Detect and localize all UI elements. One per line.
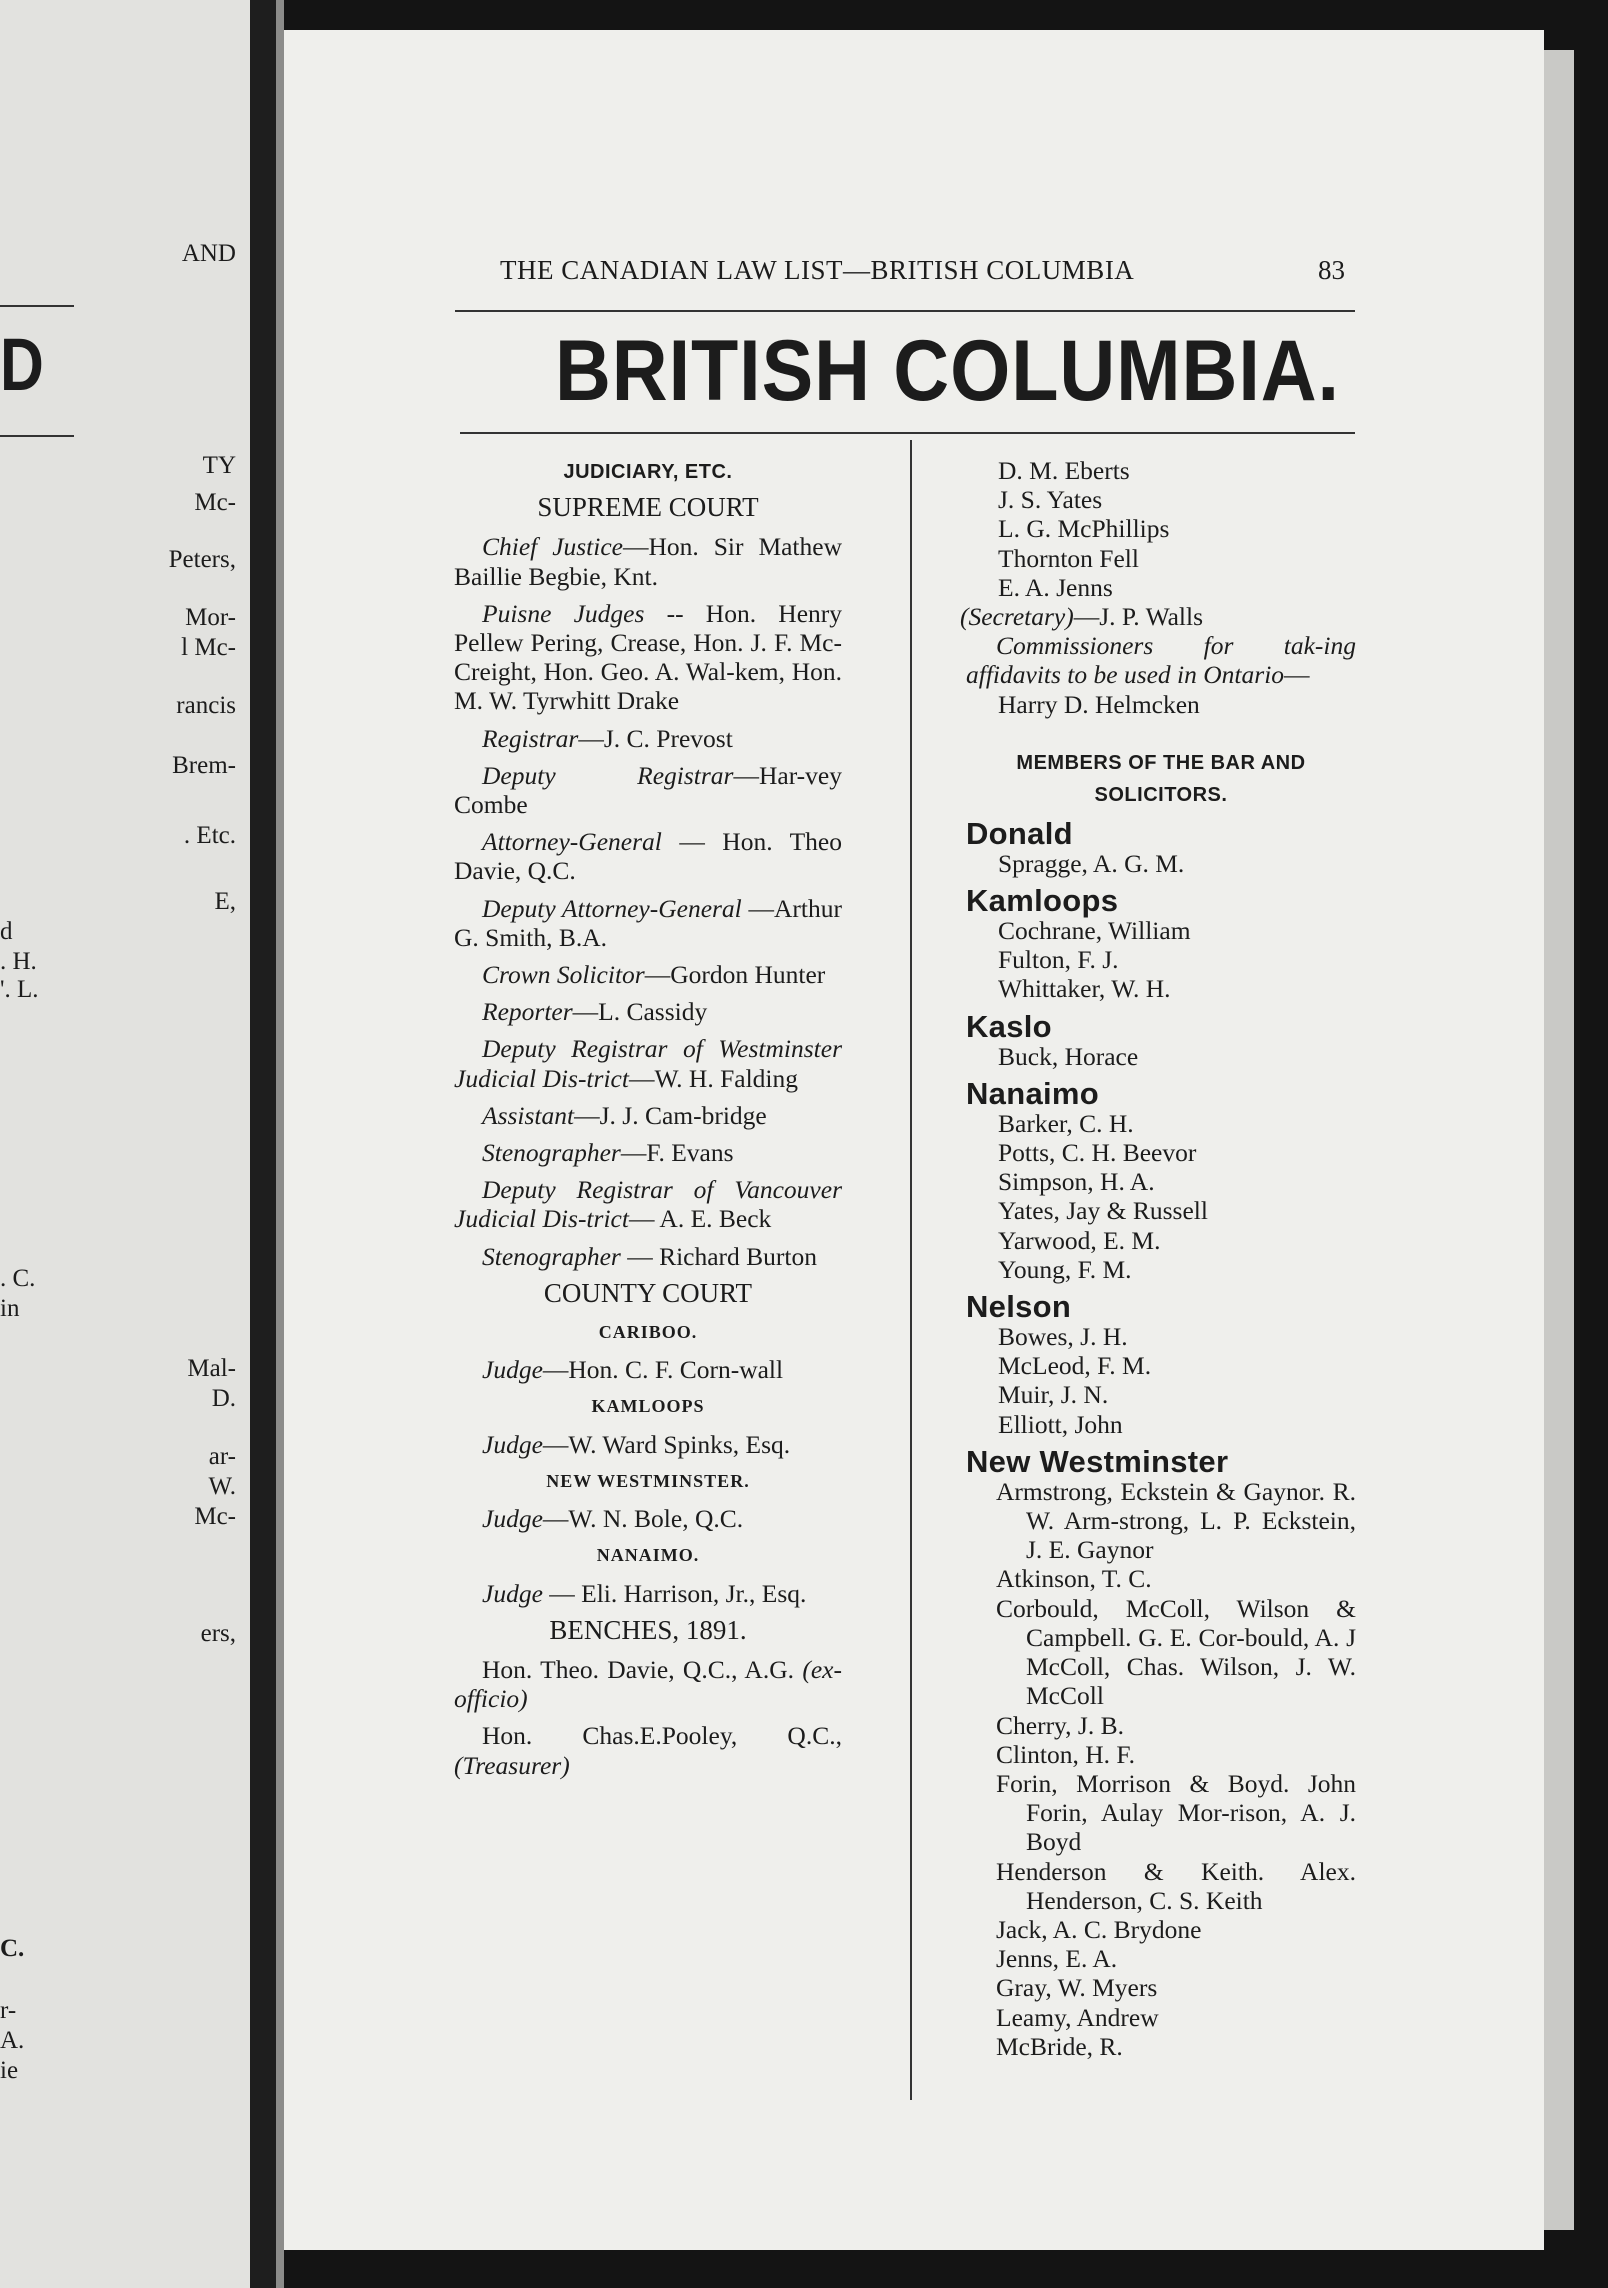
member-name: Yates, Jay & Russell <box>998 1196 1208 1226</box>
secretary-entry <box>960 602 1356 631</box>
bencher-name: E. A. Jenns <box>998 572 1113 602</box>
fragment-text: ie <box>0 2057 19 2084</box>
entry-label: Stenographer <box>482 1138 621 1168</box>
member-name: Muir, J. N. <box>998 1380 1109 1410</box>
district-name: NEW WESTMINSTER. <box>546 1470 750 1491</box>
member-name: Leamy, Andrew <box>996 2002 1159 2032</box>
member-name: Bowes, J. H. <box>998 1322 1128 1352</box>
district-name: NANAIMO. <box>596 1545 700 1566</box>
entry-label: Deputy Registrar of Westminster Judicial Dis-trict <box>454 1034 842 1093</box>
member-name: Potts, C. H. Beevor <box>998 1138 1197 1168</box>
commissioners-entry <box>966 631 1356 689</box>
entry-text: —F. Evans <box>620 1138 734 1168</box>
judiciary-entry <box>454 599 842 716</box>
member-name: Barker, C. H. <box>998 1108 1134 1138</box>
entry-text: —Hon. Sir Mathew Baillie Begbie, Knt. <box>454 532 843 591</box>
member-name: Spragge, A. G. M. <box>998 848 1185 878</box>
member-name: Whittaker, W. H. <box>998 974 1171 1004</box>
member-name: Henderson & Keith. Alex. Henderson, C. S. Keith <box>996 1856 1356 1915</box>
member-name: Clinton, H. F. <box>996 1739 1135 1769</box>
court-heading: COUNTY COURT <box>543 1277 753 1308</box>
judiciary-entry <box>454 724 842 753</box>
page-title: BRITISH COLUMBIA. <box>555 323 1340 419</box>
bencher-entry <box>454 1655 842 1713</box>
fragment-text: Peters, <box>168 546 236 573</box>
member-name: Cochrane, William <box>998 916 1191 946</box>
entry-label: Judge <box>482 1355 543 1385</box>
entry-label: Deputy Attorney-General <box>482 893 742 923</box>
town-heading: Kaslo <box>966 1008 1052 1044</box>
entry-label: (Secretary) <box>960 602 1074 632</box>
fragment-text: . C. <box>0 1265 36 1292</box>
bencher-note: (ex-officio) <box>454 1654 842 1714</box>
bencher-entry <box>454 1721 842 1779</box>
fragment-text: W. <box>208 1473 236 1500</box>
entry-label: Commissioners for tak-ing affidavits to be used in Ontario <box>966 631 1356 690</box>
member-name: Armstrong, Eckstein & Gaynor. R. W. Arm-strong, L. P. Eckstein, J. E. Gaynor <box>996 1476 1356 1565</box>
book-gutter-shadow <box>276 0 284 2288</box>
court-heading: SUPREME COURT <box>537 492 759 523</box>
fragment-text: '. L. <box>0 976 39 1003</box>
fragment-text: Brem- <box>172 752 236 779</box>
entry-text: —W. H. Falding <box>628 1063 798 1093</box>
town-heading: Donald <box>966 815 1073 851</box>
fragment-text: . Etc. <box>183 822 236 849</box>
entry-label: Assistant <box>482 1100 575 1130</box>
entry-label: Deputy Registrar of Vancouver Judicial Dis-trict <box>454 1175 842 1234</box>
bencher-name: Hon. Chas.E.Pooley, Q.C., <box>482 1721 842 1751</box>
member-name: McLeod, F. M. <box>998 1351 1152 1381</box>
fragment-text: AND <box>181 240 236 267</box>
column-divider <box>910 440 912 2100</box>
judiciary-entry <box>454 1175 842 1233</box>
fragment-text: . H. <box>0 948 37 975</box>
judiciary-entry <box>454 532 842 590</box>
judiciary-entry <box>454 1242 842 1271</box>
entry-text: — A. E. Beck <box>628 1204 772 1234</box>
fragment-text: ar- <box>208 1443 236 1470</box>
fragment-heading: D <box>0 323 44 406</box>
entry-text: -- Hon. Henry Pellew Pering, Crease, Hon. J. F. Mc-Creight, Hon. Geo. A. Wal-kem, Hon. M. W. Tyrwhitt Drake <box>454 598 843 716</box>
judiciary-entry <box>454 761 842 819</box>
member-name: McBride, R. <box>996 2031 1123 2061</box>
judiciary-entry <box>454 827 842 885</box>
member-name: Corbould, McColl, Wilson & Campbell. G. E. Cor-bould, A. J McColl, Chas. Wilson, J. W. McColl <box>996 1593 1356 1711</box>
judiciary-entry <box>454 1101 842 1130</box>
member-name: Fulton, F. J. <box>998 945 1119 975</box>
judiciary-entry <box>454 894 842 952</box>
entry-label: Reporter <box>482 997 573 1027</box>
entry-label: Chief Justice <box>482 532 623 562</box>
entry-text: —Arthur G. Smith, B.A. <box>454 893 842 952</box>
district-name: CARIBOO. <box>598 1322 698 1343</box>
member-name: Elliott, John <box>998 1409 1123 1439</box>
town-heading: Nelson <box>966 1289 1072 1325</box>
fragment-text: C. <box>0 1935 25 1962</box>
entry-text: —Hon. C. F. Corn-wall <box>542 1355 784 1385</box>
page-number: 83 <box>1318 255 1345 285</box>
district-name: KAMLOOPS <box>591 1396 705 1417</box>
judiciary-entry <box>454 1138 842 1167</box>
member-name: Simpson, H. A. <box>998 1167 1155 1197</box>
district-judge <box>454 1430 842 1459</box>
district-judge <box>454 1579 842 1608</box>
entry-text: —W. N. Bole, Q.C. <box>542 1504 744 1534</box>
book-gutter <box>250 0 276 2288</box>
town-heading: Nanaimo <box>966 1075 1100 1111</box>
entry-text: — <box>1284 660 1310 690</box>
entry-label: Stenographer <box>482 1241 621 1271</box>
member-name: Young, F. M. <box>998 1254 1132 1284</box>
entry-label: Crown Solicitor <box>482 960 645 990</box>
town-heading: Kamloops <box>966 883 1119 919</box>
fragment-text: Mal- <box>187 1355 236 1382</box>
member-name: Jack, A. C. Brydone <box>996 1914 1202 1944</box>
entry-text: —J. C. Prevost <box>578 723 733 753</box>
commissioner-name: Harry D. Helmcken <box>998 689 1200 719</box>
facing-page-fragment <box>0 0 250 2288</box>
fragment-text: Mor- <box>185 604 236 631</box>
bencher-name: L. G. McPhillips <box>998 514 1170 544</box>
entry-text: —J. P. Walls <box>1073 602 1204 632</box>
fragment-text: rancis <box>176 692 236 719</box>
running-head: THE CANADIAN LAW LIST—BRITISH COLUMBIA <box>500 255 1135 285</box>
entry-label: Attorney-General <box>482 827 662 857</box>
title-rule <box>460 432 1355 434</box>
fragment-text: TY <box>202 452 236 479</box>
top-rule <box>455 310 1355 312</box>
entry-label: Judge <box>482 1429 543 1459</box>
entry-label: Deputy Registrar <box>482 760 734 790</box>
entry-label: Puisne Judges <box>482 598 645 628</box>
right-column <box>960 456 1356 2061</box>
bencher-note: (Treasurer) <box>454 1750 570 1780</box>
fragment-text: D. <box>211 1385 236 1412</box>
fragment-text: ers, <box>200 1620 236 1647</box>
member-name: Gray, W. Myers <box>996 1973 1158 2003</box>
district-judge <box>454 1504 842 1533</box>
entry-text: —Gordon Hunter <box>644 960 826 990</box>
section-heading: MEMBERS OF THE BAR AND SOLICITORS. <box>1016 751 1306 806</box>
member-name: Jenns, E. A. <box>996 1944 1118 1974</box>
town-heading: New Westminster <box>966 1443 1229 1479</box>
fragment-text: Mc- <box>194 1503 236 1530</box>
fragment-text: A. <box>0 2027 25 2054</box>
judiciary-entry <box>454 1034 842 1092</box>
entry-label: Registrar <box>482 723 579 753</box>
entry-text: —Har-vey Combe <box>454 760 842 820</box>
entry-text: —W. Ward Spinks, Esq. <box>542 1429 791 1459</box>
entry-label: Judge <box>482 1578 543 1608</box>
divider <box>0 305 74 307</box>
fragment-text: r- <box>0 1997 17 2024</box>
entry-text: —J. J. Cam-bridge <box>574 1100 767 1130</box>
fragment-text: l Mc- <box>181 634 236 661</box>
bencher-name: J. S. Yates <box>998 485 1103 515</box>
judiciary-entry <box>454 997 842 1026</box>
member-name: Buck, Horace <box>998 1041 1139 1071</box>
bencher-name: D. M. Eberts <box>998 456 1130 485</box>
fragment-text: in <box>0 1295 20 1322</box>
fragment-text: Mc- <box>194 489 236 516</box>
benches-heading: BENCHES, 1891. <box>549 1614 747 1645</box>
member-name: Cherry, J. B. <box>996 1710 1124 1740</box>
fragment-text: d <box>0 918 13 945</box>
bencher-name: Hon. Theo. Davie, Q.C., A.G. <box>482 1654 795 1684</box>
left-column <box>454 456 842 1788</box>
judiciary-entry <box>454 960 842 989</box>
entry-text: — Hon. Theo Davie, Q.C. <box>454 827 842 886</box>
member-name: Yarwood, E. M. <box>998 1225 1161 1255</box>
page-edge <box>1544 50 1574 2230</box>
member-name: Atkinson, T. C. <box>996 1564 1152 1594</box>
bencher-name: Thornton Fell <box>998 543 1139 573</box>
member-name: Forin, Morrison & Boyd. John Forin, Aulay Mor-rison, A. J. Boyd <box>996 1768 1356 1857</box>
divider <box>0 435 74 437</box>
entry-text: — Richard Burton <box>620 1241 818 1271</box>
section-heading: JUDICIARY, ETC. <box>563 461 733 483</box>
entry-text: — Eli. Harrison, Jr., Esq. <box>542 1578 807 1608</box>
fragment-text: E, <box>214 888 236 915</box>
entry-label: Judge <box>482 1504 543 1534</box>
district-judge <box>454 1355 842 1384</box>
entry-text: —L. Cassidy <box>572 997 708 1027</box>
